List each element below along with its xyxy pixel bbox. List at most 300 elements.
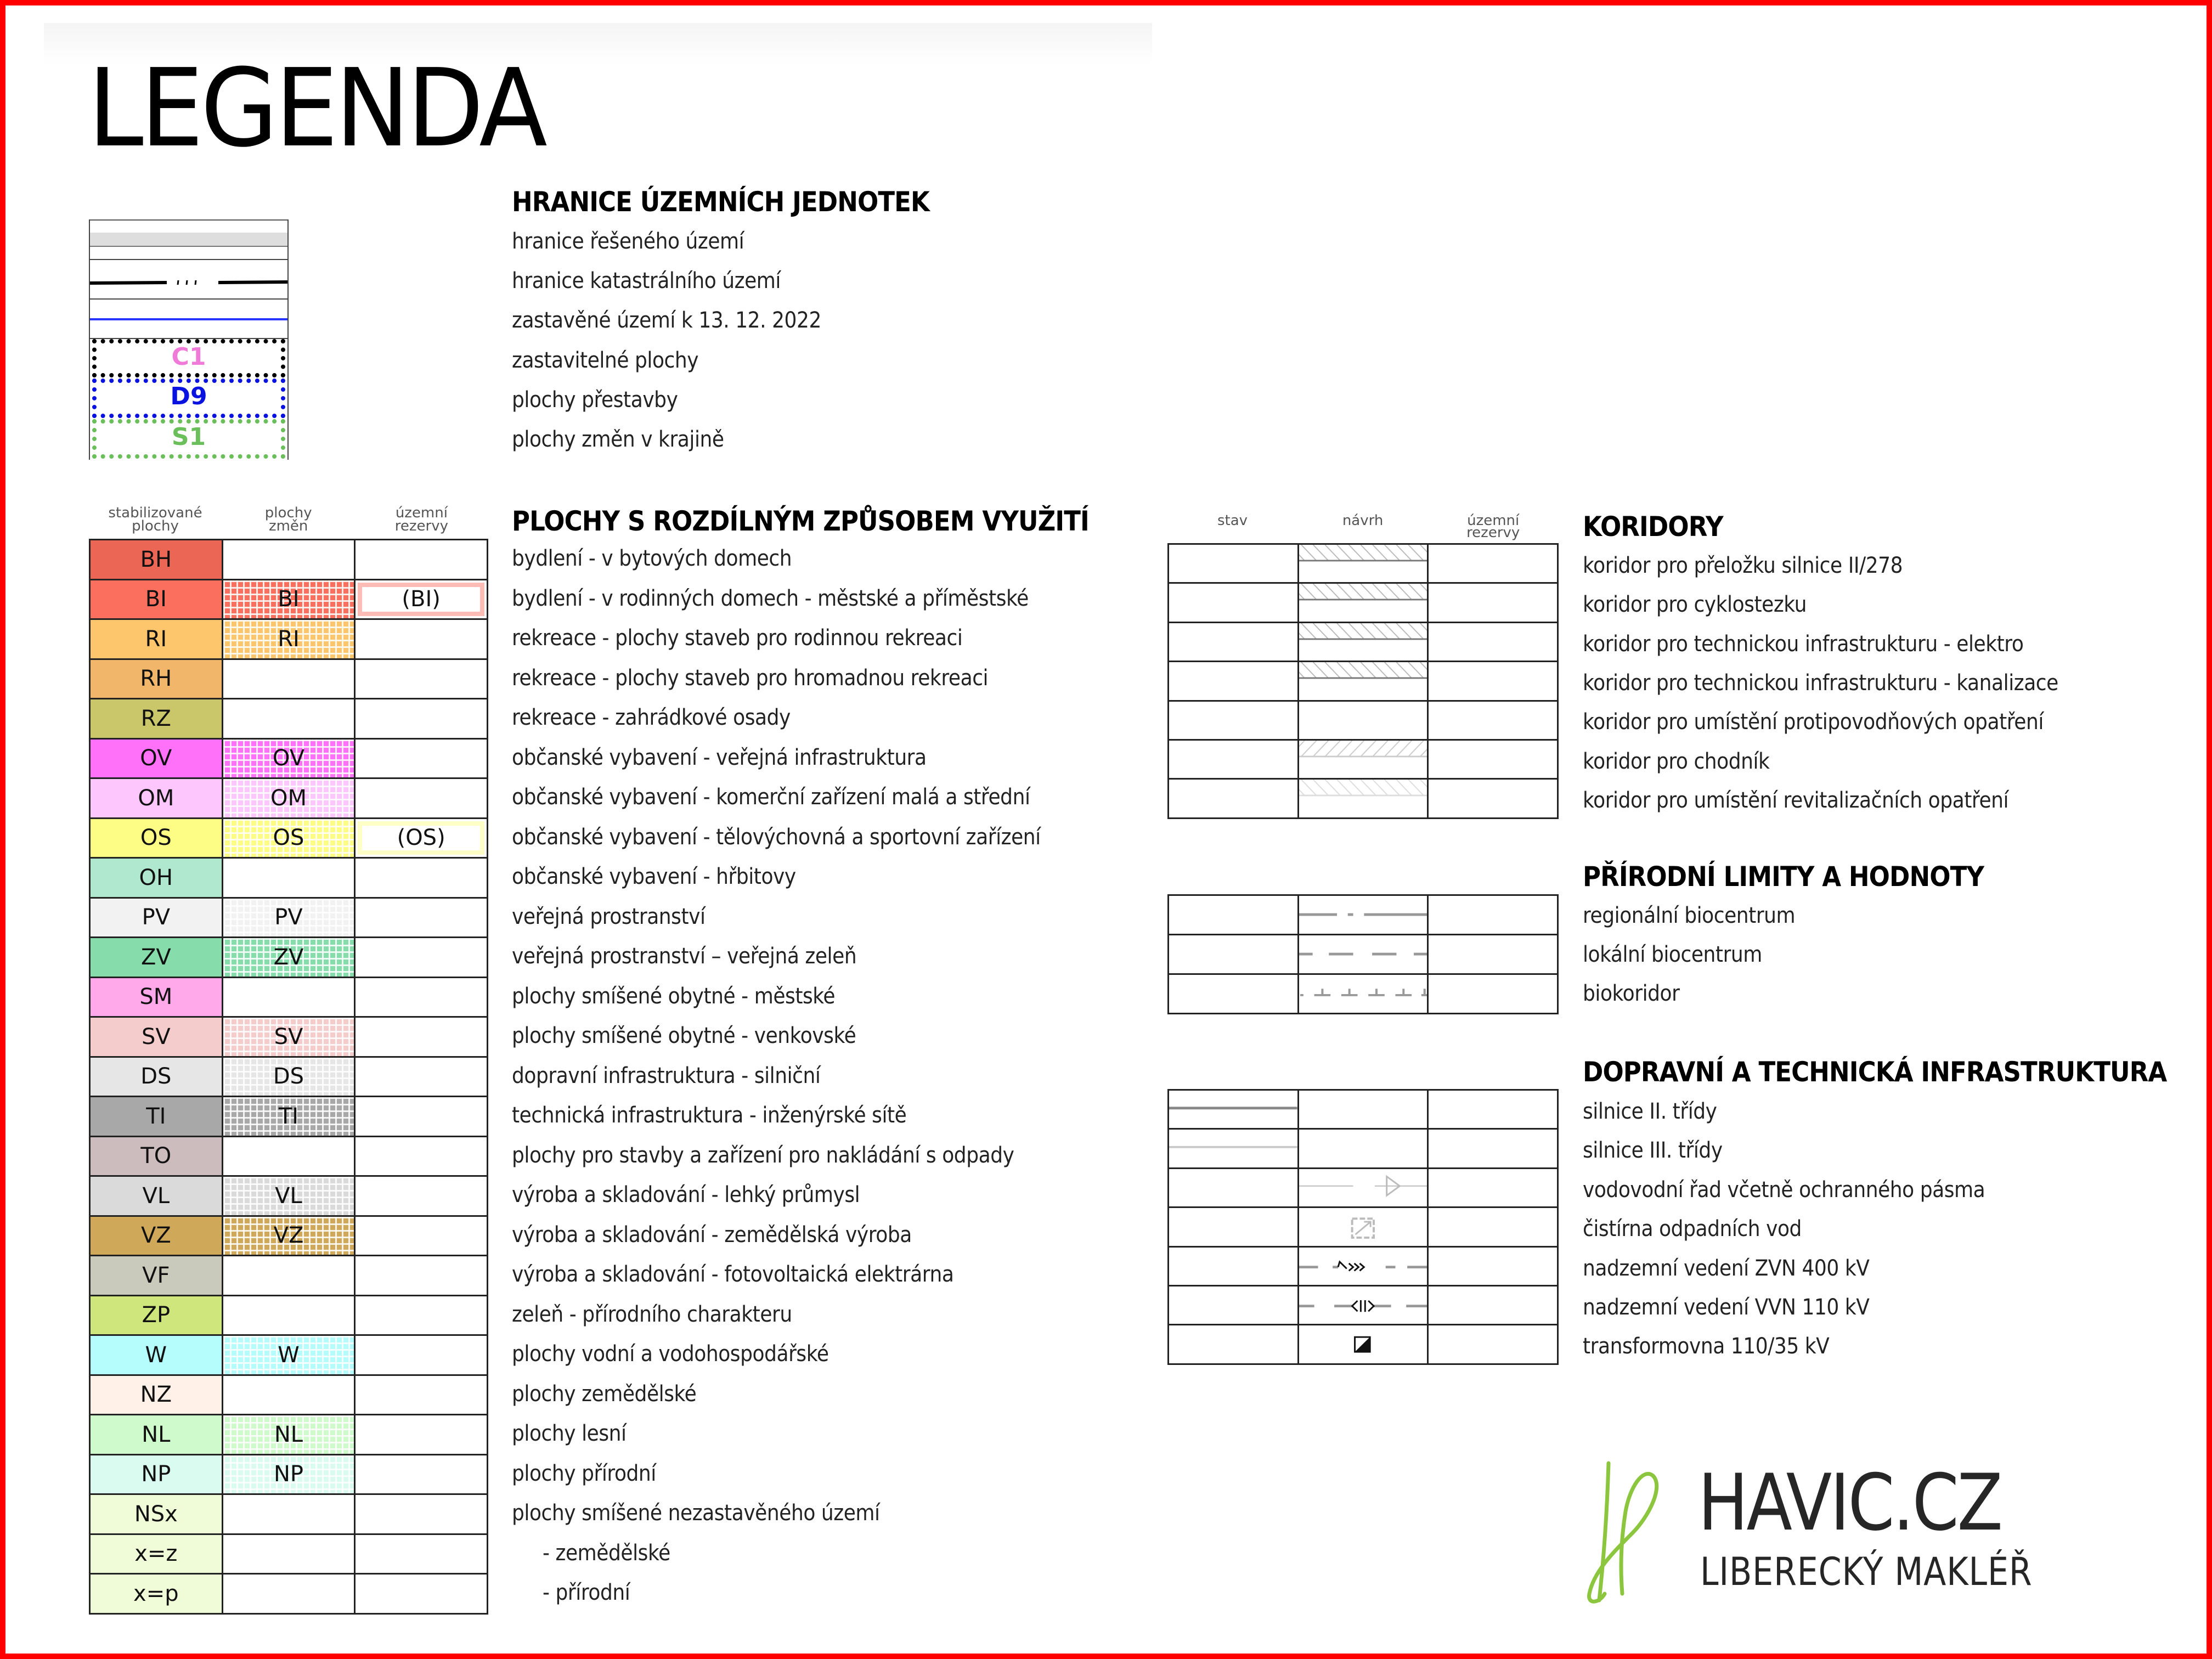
road-class-2-icon — [1169, 1091, 1297, 1128]
plochy-item: veřejná prostranství – veřejná zeleň — [512, 944, 857, 969]
transformer-station-icon — [1299, 1325, 1427, 1363]
stav-cell — [1169, 662, 1299, 701]
reserve-cell — [355, 1454, 488, 1494]
change-cell — [222, 1375, 355, 1415]
hranice-item: hranice řešeného území — [512, 229, 744, 254]
reserve-cell — [355, 738, 488, 778]
dopravni-item: transformovna 110/35 kV — [1583, 1334, 1830, 1359]
table-row — [90, 699, 488, 739]
reserve-cell — [355, 1256, 488, 1296]
reserve-cell — [355, 699, 488, 739]
navrh-cell — [1298, 1207, 1428, 1246]
stabilized-cell — [90, 659, 223, 699]
logo-sub-text: LIBERECKÝ MAKLÉŘ — [1700, 1549, 2033, 1594]
rezervy-cell — [1428, 740, 1558, 778]
logo-main-text: HAVIC.CZ — [1698, 1458, 2001, 1548]
koridor-item: koridor pro technickou infrastrukturu - elektro — [1583, 631, 2024, 657]
boundary-symbols — [89, 219, 289, 460]
rezervy-cell — [1428, 1207, 1558, 1246]
stav-cell — [1169, 1285, 1299, 1324]
column-header: změn — [268, 518, 308, 534]
code-label: VZ — [140, 1223, 171, 1249]
table-row — [90, 738, 488, 778]
stabilized-cell — [90, 1454, 223, 1494]
reserve-cell — [355, 1136, 488, 1176]
stabilized-cell — [90, 1256, 223, 1296]
code-label: OM — [138, 785, 174, 811]
reserve-cell — [355, 938, 488, 978]
stabilized-cell — [90, 1295, 223, 1335]
code-label: (OS) — [397, 825, 445, 851]
hatch-road-icon — [1299, 545, 1427, 582]
koridor-item: koridor pro umístění revitalizačních opatření — [1583, 787, 2009, 813]
change-cell — [222, 818, 355, 858]
reserve-cell — [355, 898, 488, 938]
change-cell — [222, 1136, 355, 1176]
reserve-cell — [355, 619, 488, 659]
plochy-item: občanské vybavení - veřejná infrastruktura — [512, 744, 927, 770]
reserve-cell — [355, 1375, 488, 1415]
rezervy-cell — [1428, 935, 1558, 974]
column-header: stabilizované — [108, 505, 202, 521]
logo-h-monogram-icon — [1583, 1457, 1692, 1605]
code-label: RH — [140, 666, 172, 692]
koridor-item: koridor pro technickou infrastrukturu - kanalizace — [1583, 670, 2058, 696]
plochy-item: rekreace - zahrádkové osady — [512, 705, 791, 730]
plochy-item: občanské vybavení - hřbitovy — [512, 864, 796, 889]
symbol-cadastral-boundary — [90, 274, 287, 291]
plochy-item: plochy přírodní — [512, 1460, 656, 1486]
rezervy-cell — [1428, 1090, 1558, 1129]
code-d9: D9 — [170, 382, 207, 410]
dopravni-item: silnice II. třídy — [1583, 1099, 1717, 1124]
navrh-cell — [1298, 544, 1428, 583]
stabilized-cell — [90, 977, 223, 1017]
table-row — [1169, 974, 1558, 1014]
navrh-cell — [1298, 779, 1428, 818]
plochy-item: plochy pro stavby a zařízení pro nakládání s odpady — [512, 1142, 1014, 1168]
column-header: plochy — [264, 505, 312, 521]
plochy-item: plochy smíšené obytné - městské — [512, 983, 836, 1009]
stabilized-cell — [90, 1176, 223, 1216]
hranice-item: zastavitelné plochy — [512, 347, 699, 373]
table-row — [90, 1335, 488, 1375]
plochy-item: technická infrastruktura - inženýrské sítě — [512, 1103, 907, 1128]
table-row — [1169, 1207, 1558, 1246]
navrh-cell — [1298, 622, 1428, 661]
dopravni-item: silnice III. třídy — [1583, 1138, 1723, 1164]
reserve-cell — [355, 818, 488, 858]
table-row — [90, 1534, 488, 1574]
local-biocenter-line-icon — [1299, 935, 1427, 973]
code-label: PV — [274, 905, 303, 930]
stabilized-cell — [90, 898, 223, 938]
table-row — [1169, 1325, 1558, 1364]
table-row — [90, 1216, 488, 1256]
change-cell — [222, 738, 355, 778]
navrh-cell — [1298, 662, 1428, 701]
navrh-cell — [1298, 974, 1428, 1014]
table-row — [1169, 1090, 1558, 1129]
power-line-110kv-icon — [1299, 1286, 1427, 1324]
plochy-item: plochy smíšené obytné - venkovské — [512, 1023, 856, 1048]
rezervy-cell — [1428, 1246, 1558, 1285]
plochy-item: dopravní infrastruktura - silniční — [512, 1063, 821, 1088]
rezervy-cell — [1428, 895, 1558, 935]
table-row — [1169, 895, 1558, 935]
change-cell — [222, 1335, 355, 1375]
code-label: RI — [278, 626, 300, 652]
stabilized-cell — [90, 540, 223, 580]
plochy-item: občanské vybavení - tělovýchovná a sportovní zařízení — [512, 824, 1041, 850]
table-row — [1169, 544, 1558, 583]
hatch-electro-icon — [1299, 623, 1427, 661]
code-label: SV — [274, 1024, 303, 1049]
change-cell — [222, 778, 355, 819]
navrh-cell — [1298, 740, 1428, 778]
rezervy-cell — [1428, 701, 1558, 740]
code-label: W — [145, 1342, 167, 1368]
change-cell — [222, 898, 355, 938]
table-row — [90, 1295, 488, 1335]
prirodni-item: biokoridor — [1583, 981, 1680, 1006]
stabilized-cell — [90, 738, 223, 778]
reserve-cell — [355, 1494, 488, 1534]
code-label: BI — [278, 586, 300, 612]
table-row — [1169, 622, 1558, 661]
column-header: územní — [1467, 512, 1520, 529]
code-label: OH — [139, 865, 173, 890]
plochy-item: - přírodní — [543, 1580, 630, 1605]
hranice-item: hranice katastrálního území — [512, 268, 781, 294]
stabilized-cell — [90, 1136, 223, 1176]
code-label: NP — [273, 1462, 303, 1487]
change-cell — [222, 1017, 355, 1057]
column-header: plochy — [132, 518, 179, 534]
code-label: x=z — [134, 1541, 178, 1567]
reserve-cell — [355, 1017, 488, 1057]
symbol-solved-area — [90, 233, 287, 247]
stabilized-cell — [90, 1375, 223, 1415]
reserve-cell — [355, 659, 488, 699]
stav-cell — [1169, 935, 1299, 974]
code-label: ZV — [140, 944, 171, 970]
code-label: DS — [140, 1064, 172, 1090]
code-c1: C1 — [171, 343, 206, 371]
change-cell — [222, 1534, 355, 1574]
table-row — [90, 1415, 488, 1455]
plochy-item: občanské vybavení - komerční zařízení malá a střední — [512, 785, 1030, 810]
prirodni-table — [1167, 894, 1559, 1014]
code-label: PV — [142, 905, 171, 930]
table-row — [1169, 583, 1558, 622]
code-label: OV — [140, 746, 172, 771]
table-row — [90, 898, 488, 938]
stabilized-cell — [90, 1335, 223, 1375]
havic-logo — [1583, 1457, 2055, 1605]
rezervy-cell — [1428, 1168, 1558, 1207]
table-row — [90, 1136, 488, 1176]
heading-koridory: KORIDORY — [1583, 511, 1723, 543]
stabilized-cell — [90, 1494, 223, 1534]
stabilized-cell — [90, 699, 223, 739]
navrh-cell — [1298, 895, 1428, 935]
power-line-400kv-icon — [1299, 1248, 1427, 1285]
plochy-item: veřejná prostranství — [512, 904, 706, 929]
symbol-landscape-change-area — [92, 419, 285, 459]
change-cell — [222, 1295, 355, 1335]
table-row — [90, 1574, 488, 1614]
symbol-built-up-area — [90, 318, 287, 320]
prirodni-item: regionální biocentrum — [1583, 903, 1796, 928]
reserve-cell — [355, 1574, 488, 1614]
rezervy-cell — [1428, 779, 1558, 818]
table-row — [90, 977, 488, 1017]
table-row — [90, 1017, 488, 1057]
stav-cell — [1169, 974, 1299, 1014]
stabilized-cell — [90, 1415, 223, 1455]
code-label: ZV — [273, 944, 304, 970]
heading-plochy: PLOCHY S ROZDÍLNÝM ZPŮSOBEM VYUŽITÍ — [512, 505, 1089, 537]
stav-cell — [1169, 1246, 1299, 1285]
plochy-item: - zemědělské — [543, 1540, 670, 1566]
plochy-item: výroba a skladování - zemědělská výroba — [512, 1222, 912, 1248]
page-title: LEGENDA — [88, 46, 545, 171]
table-row — [90, 938, 488, 978]
table-row — [1169, 1285, 1558, 1324]
symbol-border — [90, 219, 287, 221]
stav-cell — [1169, 701, 1299, 740]
rezervy-cell — [1428, 662, 1558, 701]
stabilized-cell — [90, 1534, 223, 1574]
code-label: x=p — [133, 1581, 179, 1606]
stabilized-cell — [90, 1057, 223, 1097]
stav-cell — [1169, 779, 1299, 818]
code-label: OS — [273, 825, 304, 851]
dopravni-item: čistírna odpadních vod — [1583, 1216, 1802, 1242]
navrh-cell — [1298, 1325, 1428, 1364]
change-cell — [222, 1494, 355, 1534]
stav-cell — [1169, 544, 1299, 583]
wastewater-plant-icon — [1299, 1208, 1427, 1245]
navrh-cell — [1298, 1090, 1428, 1129]
change-cell — [222, 1097, 355, 1137]
water-main-icon — [1299, 1169, 1427, 1206]
change-cell — [222, 699, 355, 739]
table-row — [90, 1454, 488, 1494]
symbol-redevelopment-area — [92, 379, 285, 418]
code-label: OS — [140, 825, 172, 851]
hatch-sidewalk-icon — [1299, 741, 1427, 778]
code-label: DS — [273, 1064, 304, 1090]
symbol-buildable-area — [92, 339, 285, 377]
road-class-3-icon — [1169, 1130, 1297, 1167]
code-label: RI — [145, 626, 167, 652]
table-row — [1169, 1168, 1558, 1207]
table-row — [1169, 779, 1558, 818]
navrh-cell — [1298, 701, 1428, 740]
plochy-item: rekreace - plochy staveb pro hromadnou rekreaci — [512, 665, 989, 691]
table-row — [90, 1375, 488, 1415]
koridor-item: koridor pro přeložku silnice II/278 — [1583, 553, 1903, 578]
code-label: VL — [142, 1183, 170, 1209]
stav-cell — [1169, 1129, 1299, 1168]
code-label: SV — [141, 1024, 171, 1049]
change-cell — [222, 540, 355, 580]
reserve-cell — [355, 1534, 488, 1574]
navrh-cell — [1298, 1129, 1428, 1168]
table-row — [90, 1176, 488, 1216]
navrh-cell — [1298, 935, 1428, 974]
code-label: TO — [140, 1143, 172, 1169]
hatch-cycle-icon — [1299, 584, 1427, 621]
hatch-sewer-icon — [1299, 662, 1427, 699]
change-cell — [222, 1454, 355, 1494]
code-label: VZ — [273, 1223, 304, 1249]
code-label: RZ — [140, 706, 171, 731]
code-label: VL — [275, 1183, 302, 1209]
navrh-cell — [1298, 583, 1428, 622]
stav-cell — [1169, 1325, 1299, 1364]
change-cell — [222, 858, 355, 898]
stabilized-cell — [90, 1574, 223, 1614]
code-label: VF — [142, 1262, 170, 1288]
plochy-item: plochy vodní a vodohospodářské — [512, 1341, 829, 1367]
hranice-item: plochy změn v krajině — [512, 427, 724, 452]
regional-biocenter-line-icon — [1299, 896, 1427, 934]
change-cell — [222, 579, 355, 619]
dopravni-item: nadzemní vedení VVN 110 kV — [1583, 1295, 1870, 1320]
heading-hranice: HRANICE ÚZEMNÍCH JEDNOTEK — [512, 186, 929, 218]
koridor-item: koridor pro umístění protipovodňových opatření — [1583, 709, 2044, 735]
change-cell — [222, 1415, 355, 1455]
change-cell — [222, 1216, 355, 1256]
stav-cell — [1169, 1207, 1299, 1246]
change-cell — [222, 1176, 355, 1216]
table-row — [90, 778, 488, 819]
table-row — [1169, 935, 1558, 974]
table-row — [90, 659, 488, 699]
reserve-cell — [355, 1097, 488, 1137]
reserve-cell — [355, 778, 488, 819]
rezervy-cell — [1428, 544, 1558, 583]
table-row — [90, 540, 488, 580]
reserve-cell — [355, 1415, 488, 1455]
stabilized-cell — [90, 579, 223, 619]
reserve-cell — [355, 540, 488, 580]
dopravni-item: nadzemní vedení ZVN 400 kV — [1583, 1255, 1870, 1281]
table-row — [90, 858, 488, 898]
rezervy-cell — [1428, 1325, 1558, 1364]
table-row — [1169, 1129, 1558, 1168]
koridor-item: koridor pro cyklostezku — [1583, 592, 1807, 618]
code-label: TI — [146, 1103, 166, 1129]
rezervy-cell — [1428, 1285, 1558, 1324]
table-row — [1169, 740, 1558, 778]
column-header: stav — [1217, 512, 1248, 529]
stav-cell — [1169, 895, 1299, 935]
plochy-item: výroba a skladování - fotovoltaická elektrárna — [512, 1262, 954, 1287]
stabilized-cell — [90, 1216, 223, 1256]
hranice-item: zastavěné území k 13. 12. 2022 — [512, 308, 821, 334]
stabilized-cell — [90, 938, 223, 978]
stav-cell — [1169, 583, 1299, 622]
code-label: NZ — [140, 1382, 172, 1408]
hatch-revitalization-icon — [1299, 780, 1427, 817]
code-label: NL — [274, 1421, 303, 1447]
table-row — [90, 1256, 488, 1296]
table-row — [90, 818, 488, 858]
dopravni-table — [1167, 1089, 1559, 1365]
divider — [90, 298, 287, 300]
koridor-item: koridor pro chodník — [1583, 748, 1770, 774]
reserve-cell — [355, 1176, 488, 1216]
table-row — [90, 1494, 488, 1534]
stav-cell — [1169, 740, 1299, 778]
plochy-item: plochy zemědělské — [512, 1381, 697, 1407]
navrh-cell — [1298, 1285, 1428, 1324]
plochy-item: výroba a skladování - lehký průmysl — [512, 1182, 860, 1207]
change-cell — [222, 659, 355, 699]
table-row — [90, 1057, 488, 1097]
stabilized-cell — [90, 778, 223, 819]
heading-prirodni: PŘÍRODNÍ LIMITY A HODNOTY — [1583, 861, 1984, 893]
code-label: NP — [141, 1462, 171, 1487]
koridory-table — [1167, 543, 1559, 819]
dopravni-item: vodovodní řad včetně ochranného pásma — [1583, 1177, 1985, 1203]
navrh-cell — [1298, 1168, 1428, 1207]
code-label: BI — [145, 586, 167, 612]
plochy-item: bydlení - v bytových domech — [512, 546, 792, 571]
column-header: rezervy — [394, 518, 448, 534]
change-cell — [222, 1256, 355, 1296]
stabilized-cell — [90, 858, 223, 898]
reserve-cell — [355, 579, 488, 619]
stabilized-cell — [90, 1097, 223, 1137]
plochy-item: plochy lesní — [512, 1421, 627, 1446]
code-label: NSx — [134, 1501, 178, 1527]
change-cell — [222, 977, 355, 1017]
column-header: návrh — [1342, 512, 1384, 529]
stabilized-cell — [90, 1017, 223, 1057]
stabilized-cell — [90, 619, 223, 659]
code-label: OV — [272, 746, 305, 771]
column-header: územní — [395, 505, 448, 521]
stav-cell — [1169, 1168, 1299, 1207]
prirodni-item: lokální biocentrum — [1583, 942, 1762, 967]
code-label: (BI) — [402, 586, 441, 612]
code-label: OM — [270, 785, 307, 811]
table-row — [90, 1097, 488, 1137]
table-row — [90, 579, 488, 619]
land-use-table — [89, 539, 488, 1615]
reserve-cell — [355, 1216, 488, 1256]
code-label: W — [278, 1342, 300, 1368]
navrh-cell — [1298, 1246, 1428, 1285]
stav-cell — [1169, 1090, 1299, 1129]
reserve-cell — [355, 977, 488, 1017]
hranice-item: plochy přestavby — [512, 387, 678, 413]
table-row — [1169, 701, 1558, 740]
plochy-item: bydlení - v rodinných domech - městské a příměstské — [512, 585, 1029, 611]
code-label: TI — [278, 1103, 299, 1129]
code-label: SM — [139, 984, 173, 1010]
rezervy-cell — [1428, 1129, 1558, 1168]
code-label: BH — [140, 546, 172, 572]
column-header: rezervy — [1466, 524, 1520, 541]
change-cell — [222, 619, 355, 659]
stabilized-cell — [90, 818, 223, 858]
